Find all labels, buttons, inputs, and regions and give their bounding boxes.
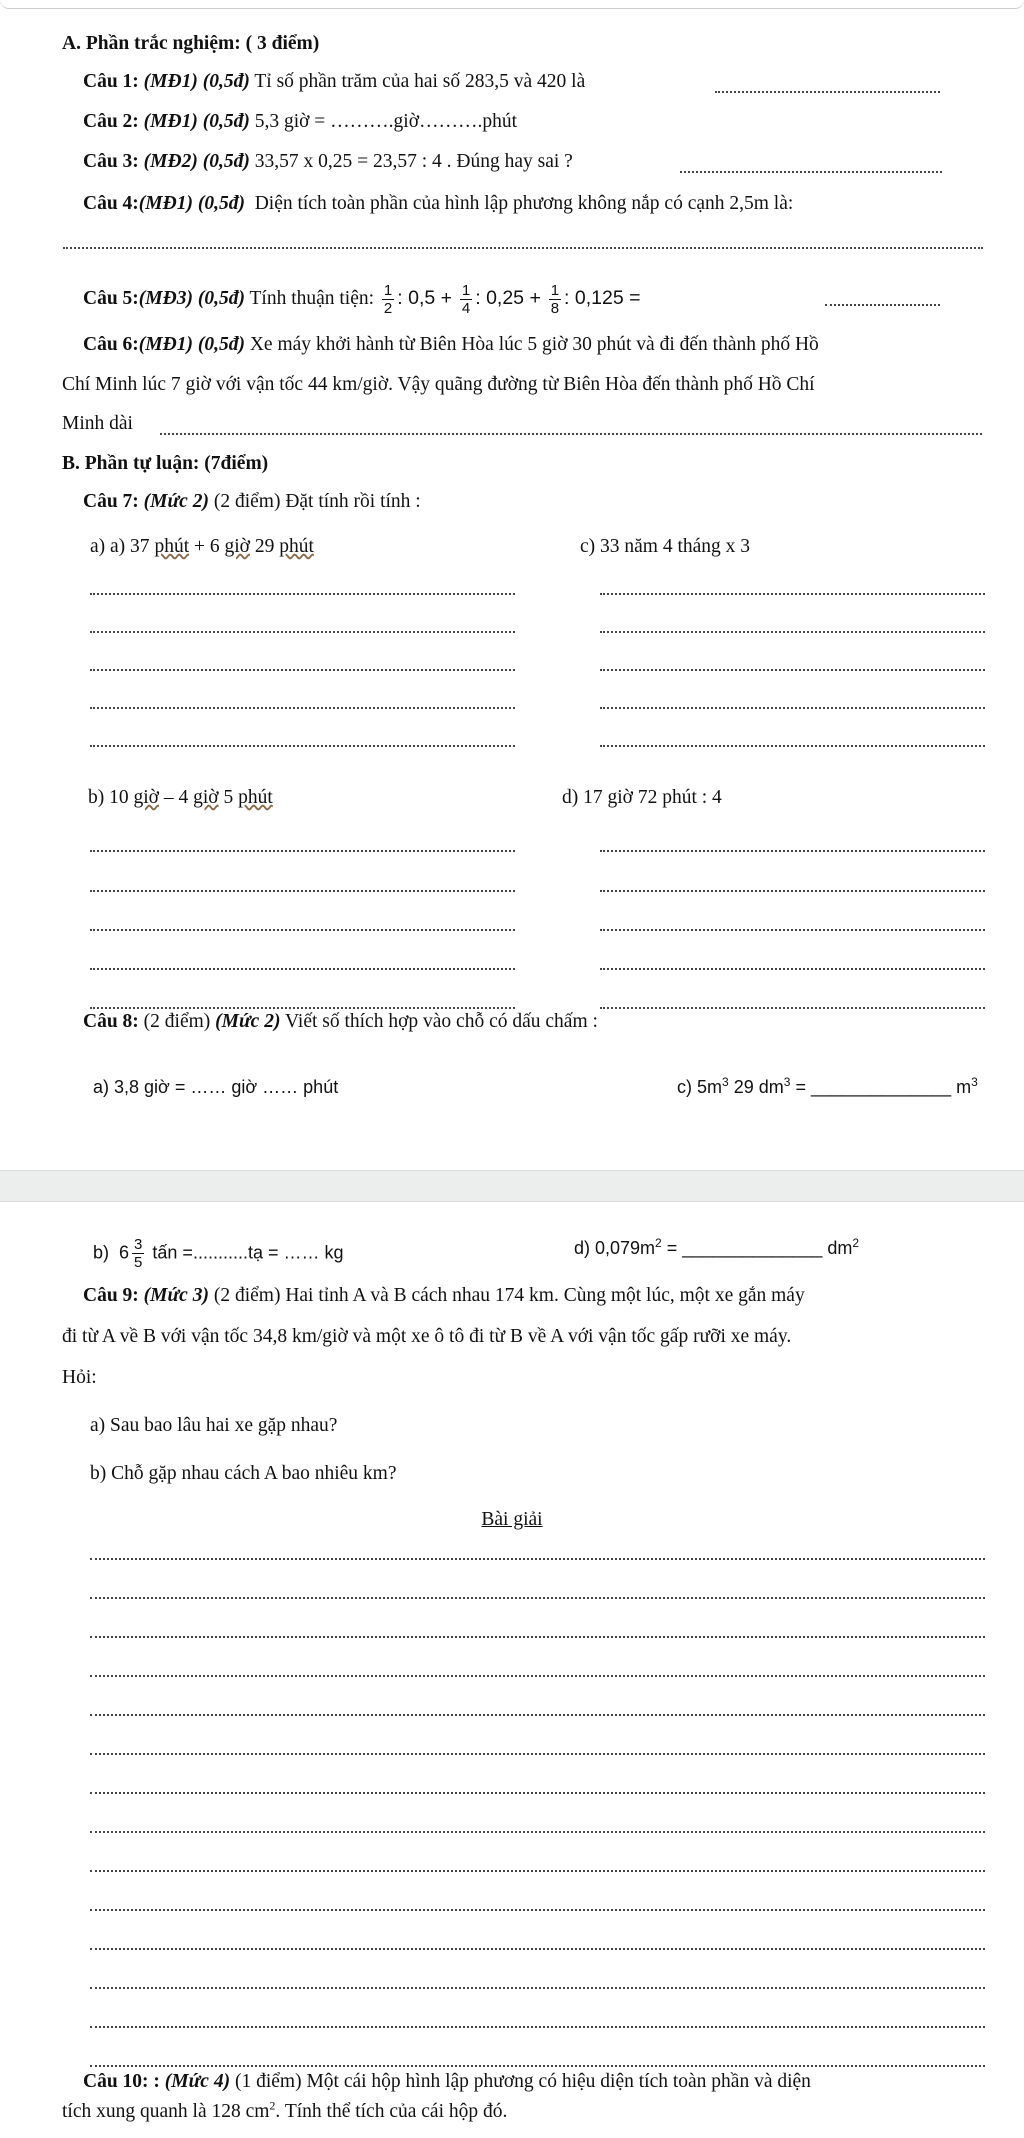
question-6-line2: Chí Minh lúc 7 giờ với vận tốc 44 km/giờ. Vậy quãng đường từ Biên Hòa đến thành phố Hồ Chí <box>62 374 815 395</box>
work-line[interactable] <box>600 669 985 671</box>
question-4: Câu 4:(MĐ1) (0,5đ) Diện tích toàn phần của hình lập phương không nắp có cạnh 2,5m là: <box>83 193 794 214</box>
question-10-line2: tích xung quanh là 128 $cm^2$. Tính thể tích của cái hộp đó. <box>62 2098 508 2122</box>
answer-blank[interactable] <box>63 247 983 249</box>
work-line[interactable] <box>600 850 985 852</box>
work-line[interactable] <box>90 1831 985 1833</box>
section-a-heading: A. Phần trắc nghiệm: ( 3 điểm) <box>62 33 320 54</box>
question-9: Câu 9: (Mức 3) (2 điểm) Hai tỉnh A và B cách nhau 174 km. Cùng một lúc, một xe gắn máy <box>83 1285 805 1306</box>
question-9-part-a: a) Sau bao lâu hai xe gặp nhau? <box>90 1415 338 1436</box>
work-line[interactable] <box>90 1948 985 1950</box>
work-line[interactable] <box>90 1597 985 1599</box>
page-top-edge <box>0 0 1024 9</box>
question-1: Câu 1: (MĐ1) (0,5đ) Tỉ số phần trăm của hai số 283,5 và 420 là <box>83 71 586 92</box>
work-line[interactable] <box>90 968 515 970</box>
work-line[interactable] <box>90 929 515 931</box>
question-9-line3: Hỏi: <box>62 1367 97 1388</box>
work-line[interactable] <box>90 1909 985 1911</box>
section-b-heading: B. Phần tự luận: (7điểm) <box>62 453 269 474</box>
work-line[interactable] <box>90 669 515 671</box>
work-line[interactable] <box>90 1007 515 1009</box>
work-line[interactable] <box>90 1636 985 1638</box>
q8-part-b: b) 6 $\frac{3}{5}$ tấn =...........tạ = …… kg <box>93 1236 344 1271</box>
work-line[interactable] <box>90 2026 985 2028</box>
question-5: Câu 5:(MĐ3) (0,5đ) Tính thuận tiện: $\frac{1}{2}$ : 0,5 + $\frac{1}{4}$ : 0,25 + $\frac{1}{8}$ : 0,125 = <box>83 282 641 317</box>
work-line[interactable] <box>90 1558 985 1560</box>
work-line[interactable] <box>600 631 985 633</box>
question-3: Câu 3: (MĐ2) (0,5đ) 33,57 x 0,25 = 23,57 : 4 . Đúng hay sai ? <box>83 151 573 172</box>
work-line[interactable] <box>90 1714 985 1716</box>
work-line[interactable] <box>600 890 985 892</box>
answer-blank[interactable] <box>825 304 940 306</box>
work-line[interactable] <box>90 1753 985 1755</box>
work-line[interactable] <box>90 2065 985 2067</box>
work-line[interactable] <box>600 593 985 595</box>
question-6: Câu 6:(MĐ1) (0,5đ) Xe máy khởi hành từ Biên Hòa lúc 5 giờ 30 phút và đi đến thành phố Hồ <box>83 334 819 355</box>
work-line[interactable] <box>90 593 515 595</box>
work-line[interactable] <box>600 929 985 931</box>
answer-blank[interactable] <box>680 171 942 173</box>
work-line[interactable] <box>90 1675 985 1677</box>
work-line[interactable] <box>600 745 985 747</box>
work-line[interactable] <box>90 1987 985 1989</box>
q7-part-c: c) 33 năm 4 tháng x 3 <box>580 536 751 557</box>
question-9-part-b: b) Chỗ gặp nhau cách A bao nhiêu km? <box>90 1463 397 1484</box>
q7-part-d: d) 17 giờ 72 phút : 4 <box>562 787 722 808</box>
work-line[interactable] <box>90 1792 985 1794</box>
q8-part-c: c) $5m^3$ 29 $dm^3$ = ______________ $m^3$ <box>677 1075 978 1097</box>
question-9-line2: đi từ A về B với vận tốc 34,8 km/giờ và một xe ô tô đi từ B về A với vận tốc gấp rưỡi xe máy. <box>62 1326 792 1347</box>
question-2: Câu 2: (MĐ1) (0,5đ) 5,3 giờ = ……….giờ……….phút <box>83 111 518 132</box>
page-break <box>0 1170 1024 1202</box>
q7-part-b: b) 10 giờ – 4 giờ 5 phút <box>88 787 273 808</box>
answer-blank[interactable] <box>160 433 982 435</box>
work-line[interactable] <box>600 968 985 970</box>
work-line[interactable] <box>90 850 515 852</box>
q7-part-a: a) a) 37 phút + 6 giờ 29 phút <box>90 536 314 557</box>
work-line[interactable] <box>90 745 515 747</box>
question-6-line3: Minh dài <box>62 413 133 434</box>
question-8: Câu 8: (2 điểm) (Mức 2) Viết số thích hợp vào chỗ có dấu chấm : <box>83 1011 598 1032</box>
question-10: Câu 10: : (Mức 4) (1 điểm) Một cái hộp hình lập phương có hiệu diện tích toàn phần và diện <box>83 2071 811 2092</box>
q8-part-d: d) $0,079m^2$ = ______________ $dm^2$ <box>574 1236 860 1258</box>
work-line[interactable] <box>600 1007 985 1009</box>
work-line[interactable] <box>90 631 515 633</box>
work-line[interactable] <box>600 707 985 709</box>
solution-heading: Bài giải <box>481 1509 543 1530</box>
work-line[interactable] <box>90 890 515 892</box>
q8-part-a: a) 3,8 giờ = …… giờ …… phút <box>93 1077 339 1097</box>
work-line[interactable] <box>90 707 515 709</box>
question-7: Câu 7: (Mức 2) (2 điểm) Đặt tính rồi tính : <box>83 491 421 512</box>
answer-blank[interactable] <box>715 91 940 93</box>
work-line[interactable] <box>90 1870 985 1872</box>
